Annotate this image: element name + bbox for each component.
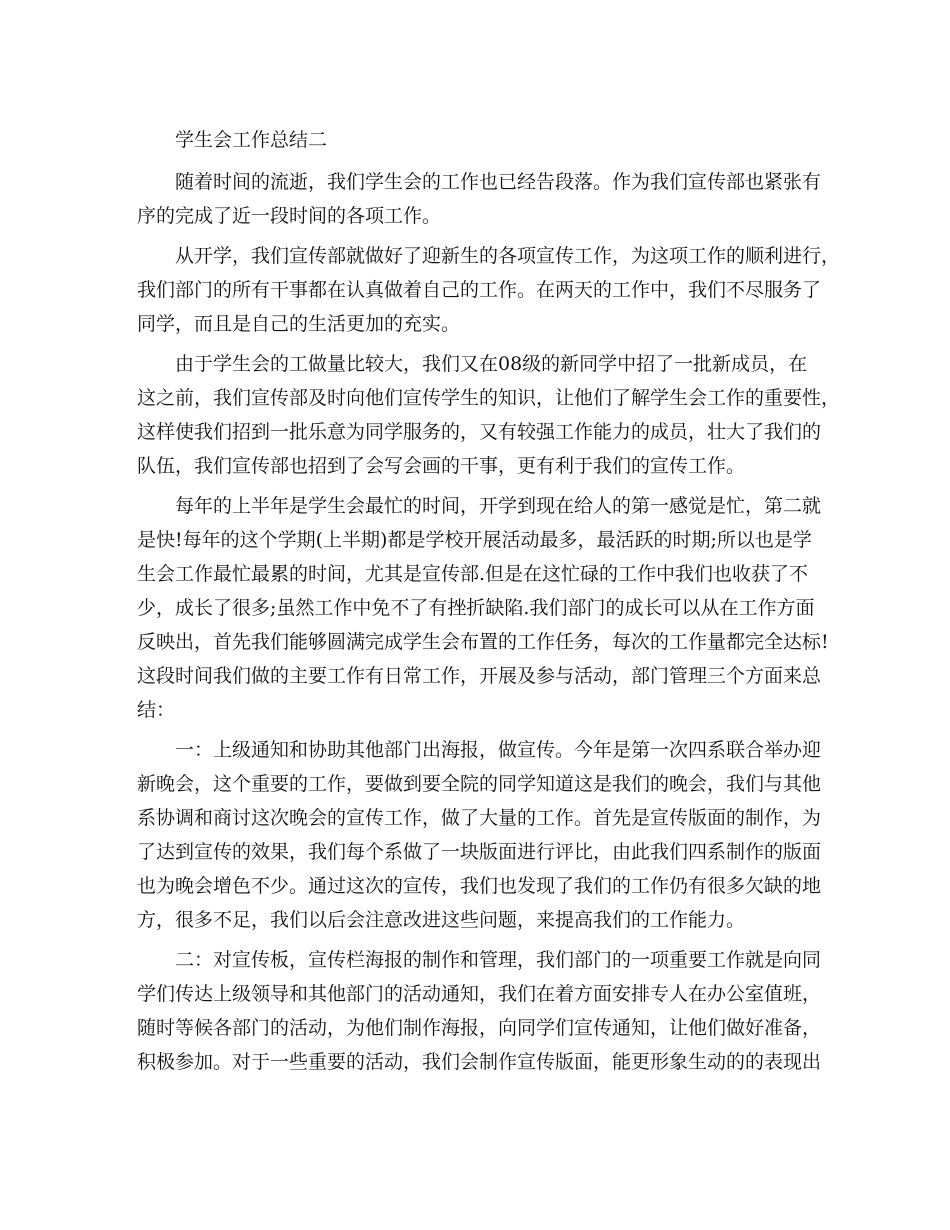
paragraph-5-line: 了达到宣传的效果，我们每个系做了一块版面进行评比，由此我们四系制作的版面 bbox=[137, 841, 822, 863]
paragraph-4-line: 少，成长了很多;虽然工作中免不了有挫折缺陷.我们部门的成长可以从在工作方面 bbox=[137, 597, 815, 619]
paragraph-1-line: 随着时间的流逝，我们学生会的工作也已经告段落。作为我们宣传部也紧张有 bbox=[175, 171, 822, 193]
paragraph-6-line: 学们传达上级领导和其他部门的活动通知，我们在着方面安排专人在办公室值班， bbox=[137, 983, 822, 1005]
paragraph-6-line: 积极参加。对于一些重要的活动，我们会制作宣传版面，能更形象生动的的表现出 bbox=[137, 1051, 822, 1073]
paragraph-3-line: 队伍，我们宣传部也招到了会写会画的干事，更有利于我们的宣传工作。 bbox=[137, 455, 746, 477]
paragraph-5-line: 一：上级通知和协助其他部门出海报，做宣传。今年是第一次四系联合举办迎 bbox=[175, 739, 822, 761]
paragraph-3-line: 这之前，我们宣传部及时向他们宣传学生的知识，让他们了解学生会工作的重要性， bbox=[137, 387, 841, 409]
paragraph-5-line: 新晚会，这个重要的工作，要做到要全院的同学知道这是我们的晚会，我们与其他 bbox=[137, 773, 822, 795]
paragraph-4-line: 是快!每年的这个学期(上半期)都是学校开展活动最多，最活跃的时期;所以也是学 bbox=[137, 529, 812, 551]
paragraph-2-line: 同学，而且是自己的生活更加的充实。 bbox=[137, 313, 461, 335]
paragraph-6-line: 二：对宣传板，宣传栏海报的制作和管理，我们部门的一项重要工作就是向同 bbox=[175, 949, 822, 971]
paragraph-3-line: 这样使我们招到一批乐意为同学服务的，又有较强工作能力的成员，壮大了我们的 bbox=[137, 421, 822, 443]
paragraph-2-line: 我们部门的所有干事都在认真做着自己的工作。在两天的工作中，我们不尽服务了 bbox=[137, 279, 822, 301]
document-title: 学生会工作总结二 bbox=[175, 129, 328, 151]
paragraph-4-line: 每年的上半年是学生会最忙的时间，开学到现在给人的第一感觉是忙，第二就 bbox=[175, 495, 822, 517]
paragraph-5-line: 也为晚会增色不少。通过这次的宣传，我们也发现了我们的工作仍有很多欠缺的地 bbox=[137, 875, 822, 897]
paragraph-4-line: 生会工作最忙最累的时间，尤其是宣传部.但是在这忙碌的工作中我们也收获了不 bbox=[137, 563, 809, 585]
paragraph-2-line: 从开学，我们宣传部就做好了迎新生的各项宣传工作，为这项工作的顺利进行， bbox=[175, 245, 841, 267]
paragraph-4-line: 结： bbox=[137, 699, 176, 721]
paragraph-6-line: 随时等候各部门的活动，为他们制作海报，向同学们宣传通知，让他们做好准备， bbox=[137, 1017, 822, 1039]
paragraph-4-line: 这段时间我们做的主要工作有日常工作，开展及参与活动，部门管理三个方面来总 bbox=[137, 665, 822, 687]
paragraph-1-line: 序的完成了近一段时间的各项工作。 bbox=[137, 205, 442, 227]
paragraph-3-line: 由于学生会的工做量比较大，我们又在08级的新同学中招了一批新成员，在 bbox=[175, 353, 808, 375]
paragraph-4-line: 反映出，首先我们能够圆满完成学生会布置的工作任务，每次的工作量都完全达标! bbox=[137, 631, 829, 653]
paragraph-5-line: 方，很多不足，我们以后会注意改进这些问题，来提高我们的工作能力。 bbox=[137, 909, 746, 931]
paragraph-5-line: 系协调和商讨这次晚会的宣传工作，做了大量的工作。首先是宣传版面的制作，为 bbox=[137, 807, 822, 829]
